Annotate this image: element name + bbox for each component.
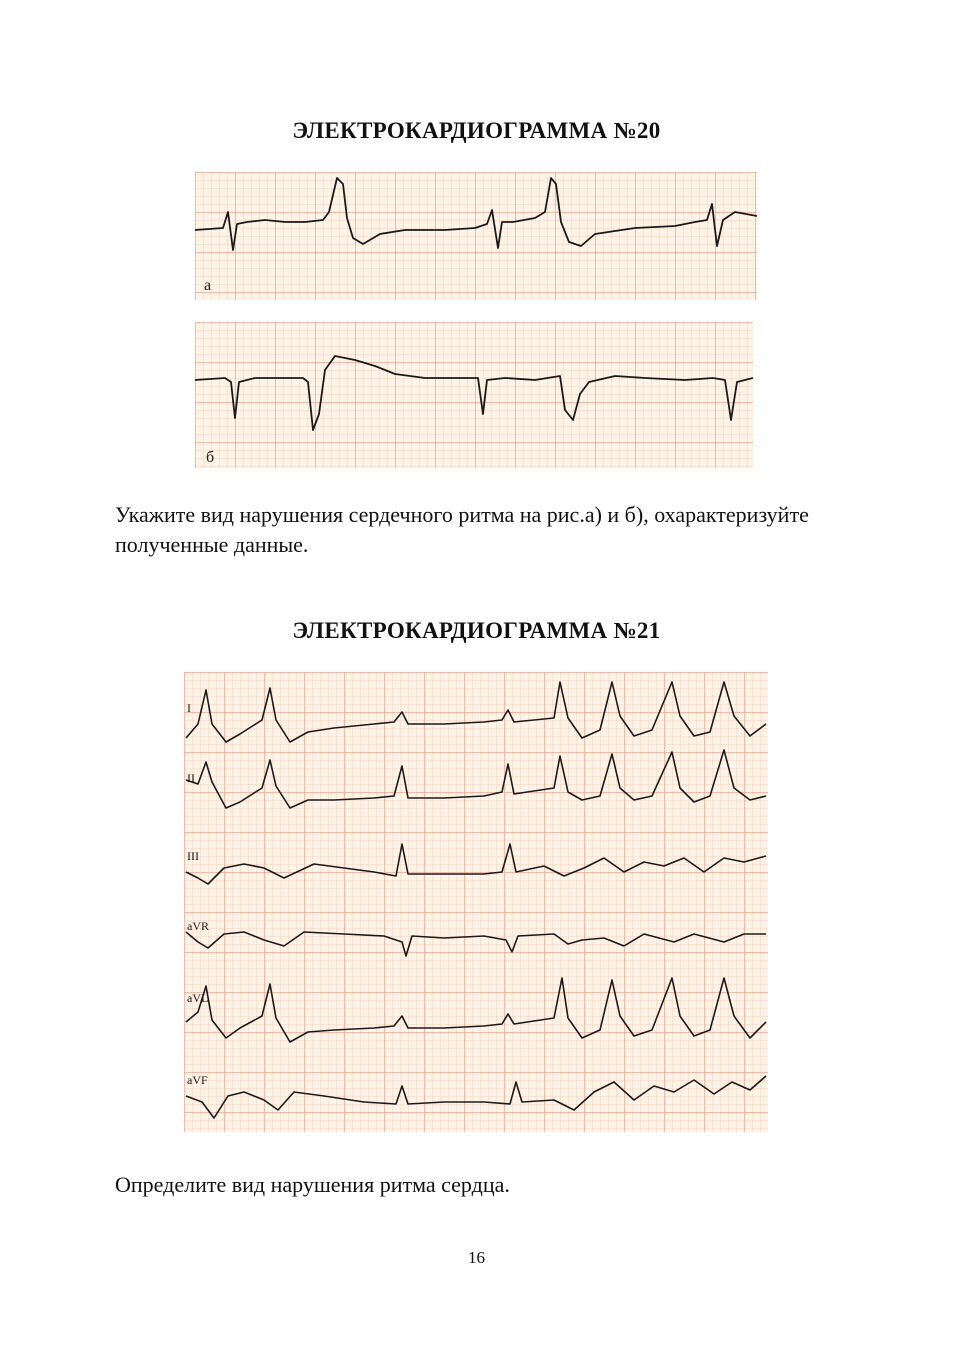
lead-label-avl: aVL (187, 991, 209, 1005)
ecg21-leads-svg (184, 672, 768, 1132)
ecg20-strip-a-label: а (204, 277, 212, 294)
page-number: 16 (468, 1248, 485, 1267)
ecg20-strip-a (195, 172, 757, 300)
ecg20-strip-b-svg (195, 322, 753, 468)
ecg21-leads (184, 672, 768, 1132)
lead-label-avf: aVF (187, 1073, 208, 1087)
lead-label-iii: III (187, 849, 199, 863)
ecg20-strip-b-label: б (206, 449, 215, 466)
lead-label-avr: aVR (187, 919, 209, 933)
lead-label-i: I (187, 701, 191, 715)
ecg21-title: ЭЛЕКТРОКАРДИОГРАММА №21 (292, 618, 661, 643)
ecg20-question: Укажите вид нарушения сердечного ритма на рис.а) и б), охарактеризуйте полученные данные. (115, 502, 809, 557)
lead-label-ii: II (187, 771, 195, 785)
ecg20-strip-b (195, 322, 753, 468)
ecg20-title: ЭЛЕКТРОКАРДИОГРАММА №20 (292, 118, 661, 143)
ecg20-strip-a-svg (195, 172, 757, 300)
ecg21-question: Определите вид нарушения ритма сердца. (115, 1172, 510, 1197)
